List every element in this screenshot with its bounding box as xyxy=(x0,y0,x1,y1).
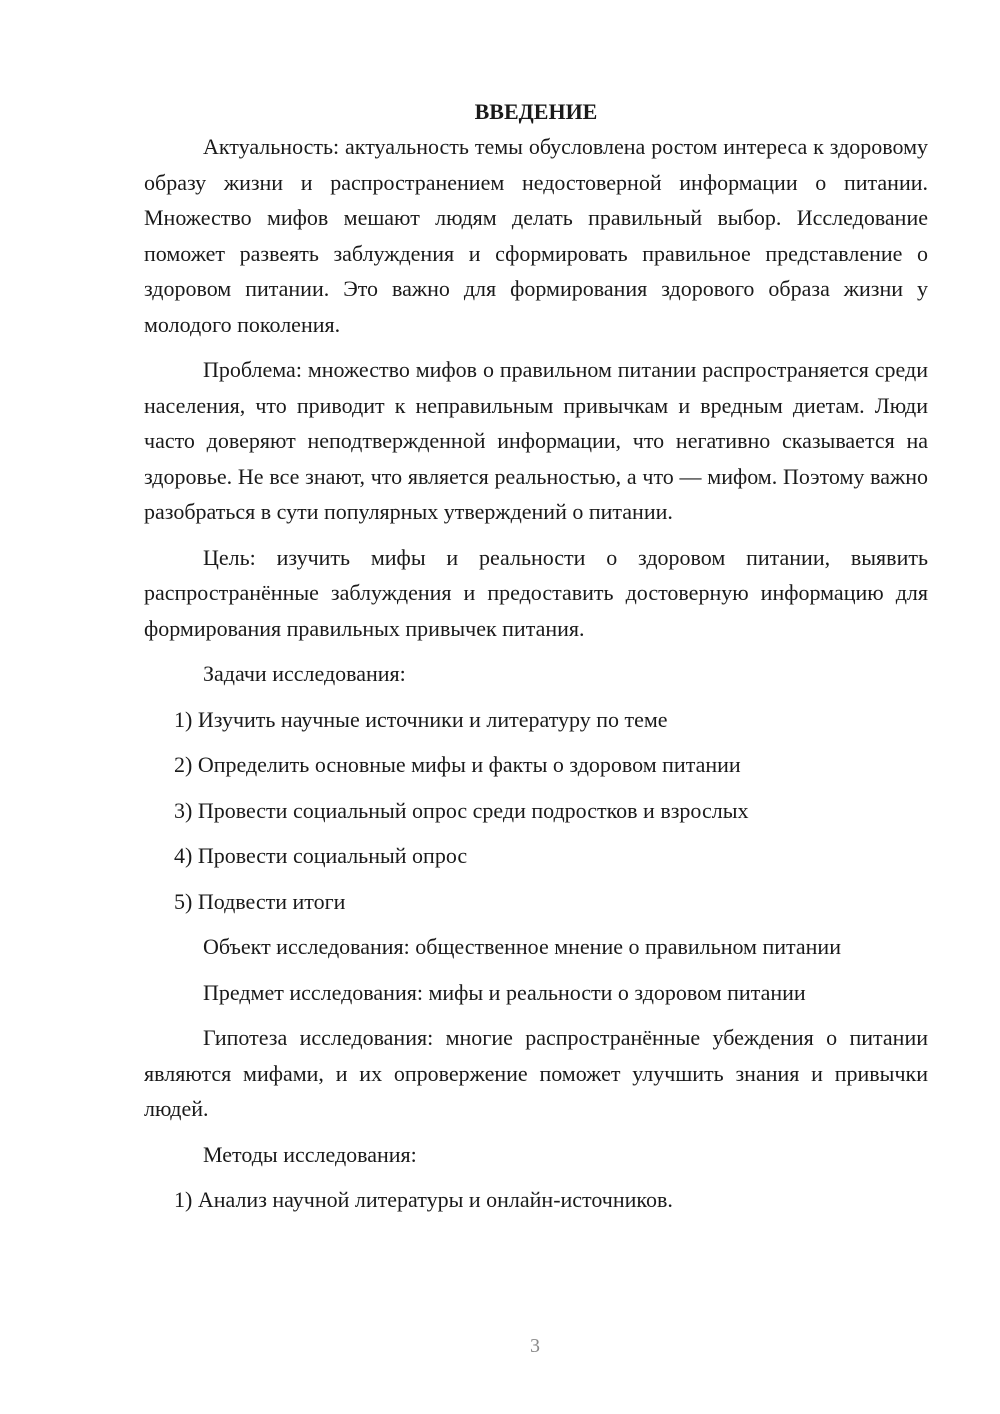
page-number: 3 xyxy=(530,1335,540,1357)
task-item-1: 1) Изучить научные источники и литературу по теме xyxy=(174,706,668,732)
tasks-heading: Задачи исследования: xyxy=(203,661,406,686)
page-title: ВВЕДЕНИЕ xyxy=(474,99,598,124)
method-item-1: 1) Анализ научной литературы и онлайн-источников. xyxy=(174,1187,673,1212)
goal-paragraph: Цель: изучить мифы и реальности о здоровом питании, выявить распространённые заблуждения и предоставить достоверную информацию для формирования правильных привычек питания. xyxy=(144,544,928,641)
relevance-paragraph: Актуальность: актуальность темы обусловлена ростом интереса к здоровому образу жизни и распространением недостоверной информации о питании. Множество мифов мешают людям делать правильный выбор. Исследование поможет развеять заблуждения и сформировать правильное представление о здоровом питании. Это важно для формирования здорового образа жизни у молодого поколения. xyxy=(144,134,928,337)
problem-paragraph: Проблема: множество мифов о правильном питании распространяется среди населения, что приводит к неправильным привычкам и вредным диетам. Люди часто доверяют неподтвержденной информации, что негативно сказывается на здоровье. Не все знают, что является реальностью, а что — мифом. Поэтому важно разобраться в сути популярных утверждений о питании. xyxy=(144,357,928,524)
hypothesis-paragraph: Гипотеза исследования: многие распространённые убеждения о питании являются мифами, и их опровержение поможет улучшить знания и привычки людей. xyxy=(144,1025,928,1121)
task-item-3: 3) Провести социальный опрос среди подростков и взрослых xyxy=(174,797,749,823)
task-item-2: 2) Определить основные мифы и факты о здоровом питании xyxy=(174,752,741,777)
research-object: Объект исследования: общественное мнение о правильном питании xyxy=(203,934,841,959)
page-content xyxy=(144,94,928,1218)
task-item-4: 4) Провести социальный опрос xyxy=(174,843,468,868)
task-item-5: 5) Подвести итоги xyxy=(174,888,346,914)
research-subject: Предмет исследования: мифы и реальности о здоровом питании xyxy=(203,979,806,1005)
methods-heading: Методы исследования: xyxy=(203,1141,417,1167)
